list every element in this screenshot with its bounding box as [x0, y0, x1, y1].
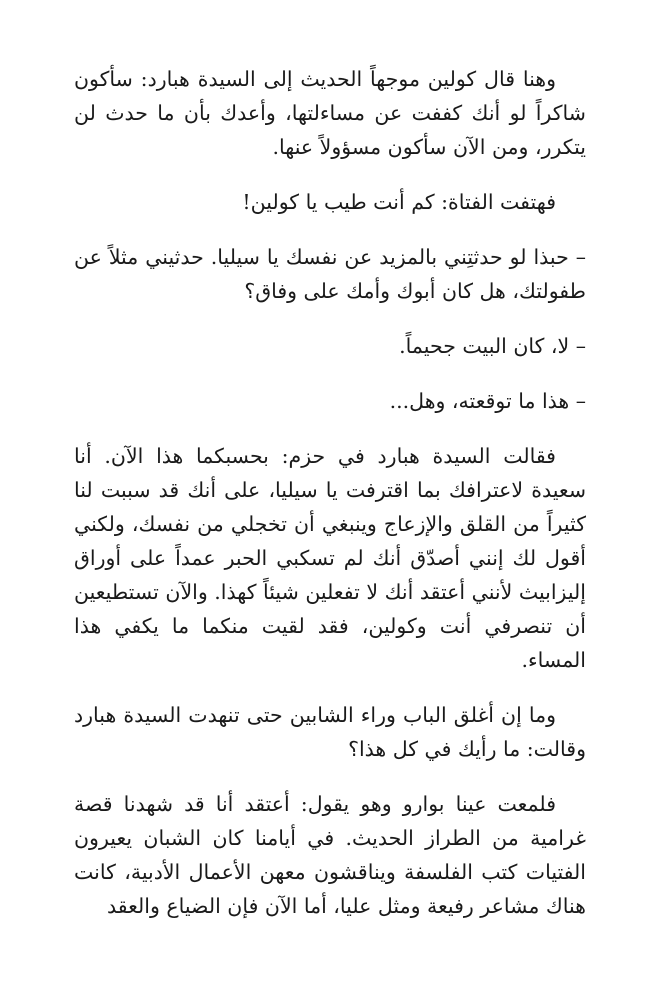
dialogue-line-house-hell: – لا، كان البيت جحيماً. — [399, 334, 586, 358]
paragraph-door-closed: وما إن أغلق الباب وراء الشابين حتى تنهدت السيدة هبارد وقالت: ما رأيك في كل هذا؟ — [74, 703, 586, 761]
page-text — [74, 62, 586, 944]
paragraph-poirot-reply: فلمعت عينا بوارو وهو يقول: أعتقد أنا قد شهدنا قصة غرامية من الطراز الحديث. في أيامنا كان الشبان يعيرون الفتيات كتب الفلسفة ويناقشون معهن الأعمال الأدبية، كانت هناك مشاعر رفيعة ومثل عليا، أما الآن فإن الضياع والعقد — [74, 792, 586, 918]
dialogue-line-expected: – هذا ما توقعته، وهل... — [389, 389, 586, 413]
paragraph-girl-exclaims: فهتفت الفتاة: كم أنت طيب يا كولين! — [242, 190, 556, 214]
dialogue-line-childhood-question: – حبذا لو حدثتِني بالمزيد عن نفسك يا سيليا. حدثيني مثلاً عن طفولتك، هل كان أبوك وأمك على وفاق؟ — [74, 245, 586, 303]
paragraph-colin-request: وهنا قال كولين موجهاً الحديث إلى السيدة هبارد: سأكون شاكراً لو أنك كففت عن مساءلتها، وأعدك بأن ما حدث لن يتكرر، ومن الآن سأكون مسؤولاً عنها. — [74, 67, 586, 159]
paragraph-mrs-hubbard-firm: فقالت السيدة هبارد في حزم: بحسبكما هذا الآن. أنا سعيدة لاعترافك بما اقترفت يا سيليا، على أنك قد سببت لنا كثيراً من القلق والإزعاج وينبغي أن تخجلي من نفسك، ولكني أقول لك إنني أصدّق أنك لم تسكبي الحبر عمداً على أوراق إليزابيث لأنني أعتقد أنك لا تفعلين شيئاً كهذا. والآن تستطيعين أن تنصرفي أنت وكولين، فقد لقيت منكما ما يكفي هذا المساء. — [74, 444, 586, 672]
